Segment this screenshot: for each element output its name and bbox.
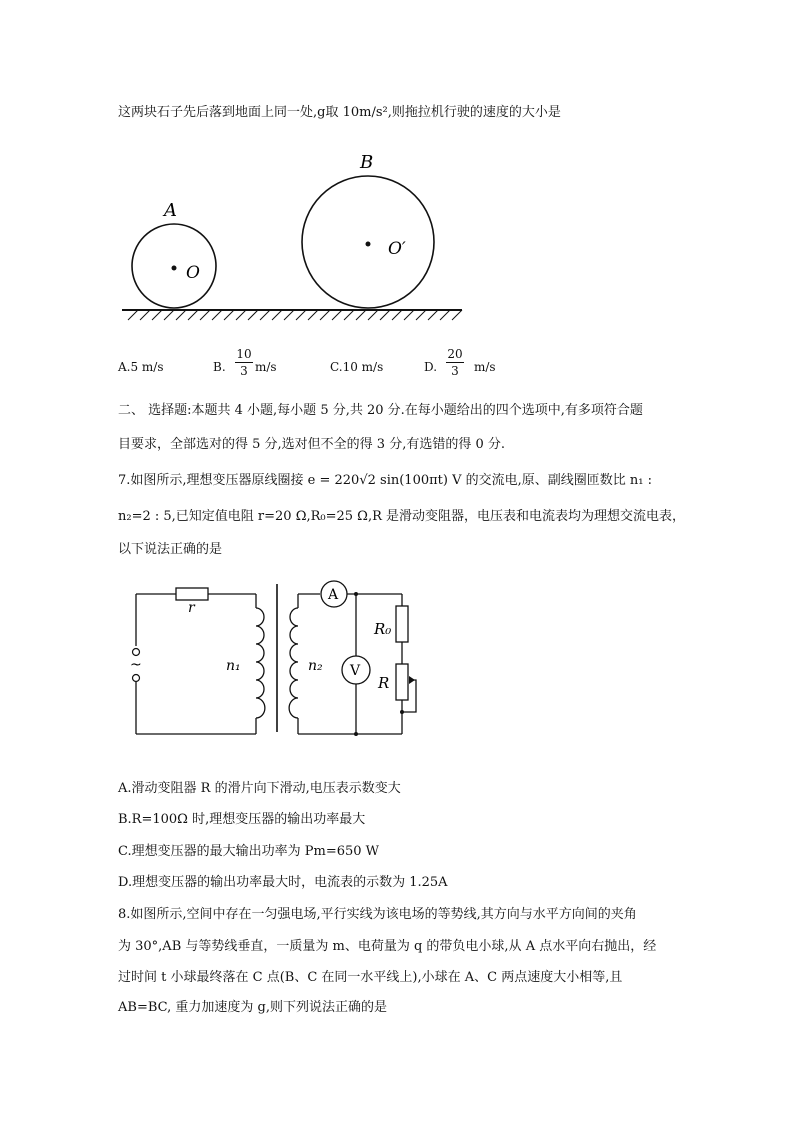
q6-option-b-fraction bbox=[235, 346, 253, 379]
secondary-coil bbox=[289, 608, 298, 718]
ac-source-symbol: ~ bbox=[130, 657, 142, 673]
q6-option-b-numerator: 10 bbox=[236, 347, 252, 361]
transformer-circuit bbox=[118, 572, 428, 744]
q7-line3: 以下说法正确的是 bbox=[118, 542, 223, 557]
source-terminal-bottom bbox=[133, 675, 140, 682]
q7-option-b: B.R=100Ω 时,理想变压器的输出功率最大 bbox=[118, 812, 366, 827]
voltmeter-label: V bbox=[350, 663, 361, 679]
q6-option-a: A.5 m/s bbox=[118, 360, 164, 374]
wheels-figure bbox=[118, 148, 468, 328]
q6-option-d-fraction bbox=[446, 346, 464, 379]
q7-line2: n₂=2 : 5,已知定值电阻 r=20 Ω,R₀=25 Ω,R 是滑动变阻器，电压表和电流表均为理想交流电表， bbox=[118, 509, 686, 524]
q6-option-b-denominator: 3 bbox=[240, 364, 248, 378]
ground-hatching bbox=[128, 310, 462, 320]
q6-option-c: C.10 m/s bbox=[330, 360, 384, 374]
q6-option-b-unit: m/s bbox=[255, 360, 277, 374]
rheostat-r bbox=[396, 664, 408, 700]
q7-option-c: C.理想变压器的最大输出功率为 Pm=650 W bbox=[118, 844, 380, 859]
source-terminal-top bbox=[133, 649, 140, 656]
resistor-r bbox=[176, 588, 208, 600]
section2-heading-line2: 目要求，全部选对的得 5 分,选对但不全的得 3 分,有选错的得 0 分. bbox=[118, 437, 506, 452]
wheel-b-label: B bbox=[360, 152, 374, 173]
primary-coil bbox=[256, 608, 265, 718]
ammeter-label: A bbox=[328, 587, 339, 603]
q6-option-d-numerator: 20 bbox=[447, 347, 463, 361]
q8-line1: 8.如图所示,空间中存在一匀强电场,平行实线为该电场的等势线,其方向与水平方向间的夹角 bbox=[118, 907, 637, 922]
resistor-r-label: r bbox=[188, 600, 195, 616]
q8-line2: 为 30°,AB 与等势线垂直，一质量为 m、电荷量为 q 的带负电小球,从 A 点水平向右抛出，经 bbox=[118, 939, 657, 954]
wheel-a-center-label: O bbox=[186, 263, 200, 283]
q6-option-d-denominator: 3 bbox=[451, 364, 459, 378]
wheel-a-axle bbox=[172, 266, 177, 271]
q6-options bbox=[118, 347, 678, 388]
resistor-r0 bbox=[396, 606, 408, 642]
q7-option-d: D.理想变压器的输出功率最大时，电流表的示数为 1.25A bbox=[118, 875, 448, 890]
rheostat-label: R bbox=[378, 674, 390, 692]
wheel-b-axle bbox=[366, 242, 371, 247]
n1-label: n₁ bbox=[226, 658, 241, 674]
q6-option-b-prefix: B. bbox=[213, 360, 226, 374]
r0-label: R₀ bbox=[374, 620, 392, 638]
q8-line4: AB=BC, 重力加速度为 g,则下列说法正确的是 bbox=[118, 1000, 387, 1015]
wheel-b-center-label: O′ bbox=[388, 239, 406, 259]
n2-label: n₂ bbox=[308, 658, 323, 674]
section2-heading-line1: 二、 选择题:本题共 4 小题,每小题 5 分,共 20 分.在每小题给出的四个选项中,有多项符合题 bbox=[118, 403, 643, 418]
q7-option-a: A.滑动变阻器 R 的滑片向下滑动,电压表示数变大 bbox=[118, 781, 401, 796]
wheel-a-label: A bbox=[164, 200, 177, 221]
q6-option-d-prefix: D. bbox=[424, 360, 438, 374]
q8-line3: 过时间 t 小球最终落在 C 点(B、C 在同一水平线上),小球在 A、C 两点速度大小相等,且 bbox=[118, 970, 623, 985]
q6-option-d-unit: m/s bbox=[474, 360, 496, 374]
q7-line1: 7.如图所示,理想变压器原线圈接 e = 220√2 sin(100πt) V 的交流电,原、副线圈匝数比 n₁ : bbox=[118, 473, 652, 488]
q6-intro: 这两块石子先后落到地面上同一处,g取 10m/s²,则拖拉机行驶的速度的大小是 bbox=[118, 105, 561, 120]
